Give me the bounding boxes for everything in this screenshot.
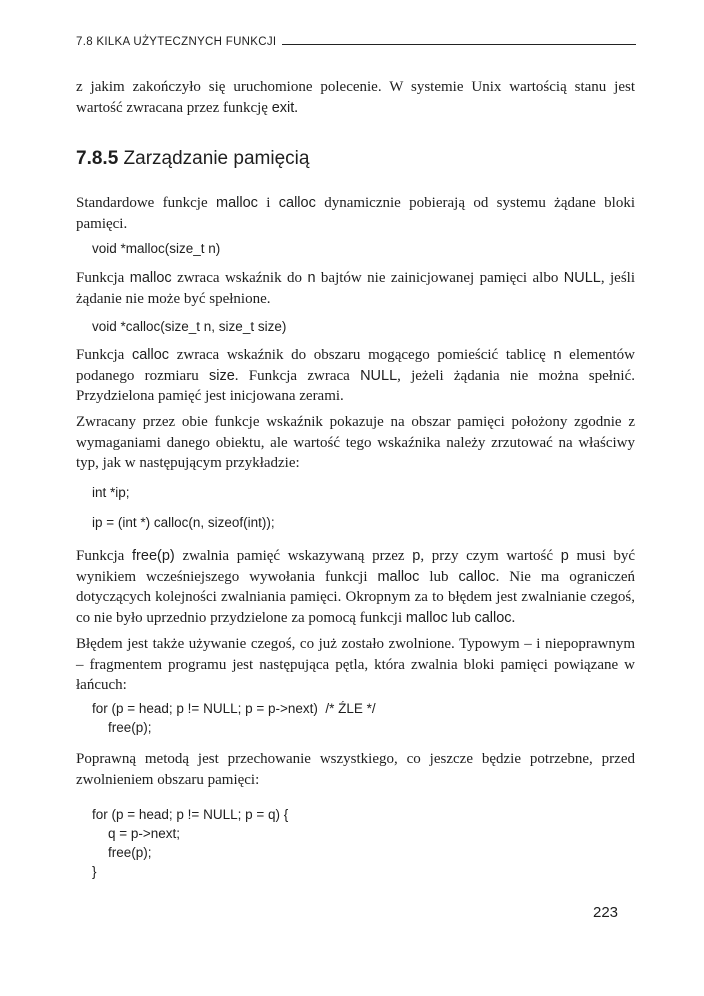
code-calloc-signature: void *calloc(size_t n, size_t size)	[92, 319, 287, 334]
section-heading	[76, 148, 309, 170]
code-declaration: int *ip;	[92, 485, 130, 500]
code-line: free(p);	[108, 845, 152, 860]
code-line: for (p = head; p != NULL; p = q) {	[92, 807, 289, 822]
paragraph-standard: Standardowe funkcje malloc i calloc dynamicznie pobierają od systemu żądane bloki pamięci.	[76, 195, 635, 232]
code-line: free(p);	[108, 720, 152, 735]
code-wrong-loop	[92, 699, 376, 737]
section-number: 7.8.5	[76, 148, 119, 169]
code-line: }	[92, 864, 97, 879]
paragraph-alignment: Zwracany przez obie funkcje wskaźnik pokazuje na obszar pamięci położony zgodnie z wymaganiami danego obiektu, ale wartość tego wskaźnika należy zrzutować na właściwy typ, jak w następującym przykładzie:	[76, 414, 635, 471]
page-number: 223	[593, 904, 619, 921]
section-title: Zarządzanie pamięcią	[123, 148, 310, 169]
code-calloc-call: ip = (int *) calloc(n, sizeof(int));	[92, 515, 275, 530]
paragraph-malloc: Funkcja malloc zwraca wskaźnik do n bajtów nie zainicjowanej pamięci albo NULL, jeśli żądanie nie może być spełnione.	[76, 270, 635, 307]
paragraph-error: Błędem jest także używanie czegoś, co już zostało zwolnione. Typowym – i niepoprawnym – fragmentem programu jest następująca pętla, która zwalnia bloki pamięci powiązane w łańcuch:	[76, 636, 635, 693]
paragraph-free: Funkcja free(p) zwalnia pamięć wskazywaną przez p, przy czym wartość p musi być wynikiem wcześniejszego wywołania funkcji malloc lub calloc. Nie ma ograniczeń dotyczących kolejności zwalniania pamięci. Okropnym za to błędem jest zwalnianie czegoś, co nie było uprzednio przydzielone za pomocą funkcji malloc lub calloc.	[76, 548, 635, 626]
code-line: for (p = head; p != NULL; p = p->next) /* ŹLE */	[92, 701, 376, 716]
code-malloc-signature: void *malloc(size_t n)	[92, 241, 221, 256]
paragraph-calloc: Funkcja calloc zwraca wskaźnik do obszaru mogącego pomieścić tablicę n elementów podanego rozmiaru size. Funkcja zwraca NULL, jeżeli żądania nie można spełnić. Przydzielona pamięć jest inicjowana zerami.	[76, 347, 635, 404]
header-rule	[282, 44, 636, 45]
running-title: 7.8 KILKA UŻYTECZNYCH FUNKCJI	[76, 36, 277, 48]
paragraph-correct: Poprawną metodą jest przechowanie wszystkiego, co jeszcze będzie potrzebne, przed zwolnieniem obszaru pamięci:	[76, 751, 635, 788]
paragraph-intro: z jakim zakończyło się uruchomione polecenie. W systemie Unix wartością stanu jest wartość zwracana przez funkcję exit.	[76, 79, 635, 116]
code-line: q = p->next;	[108, 826, 181, 841]
running-header	[76, 36, 636, 48]
code-correct-loop	[92, 805, 288, 881]
